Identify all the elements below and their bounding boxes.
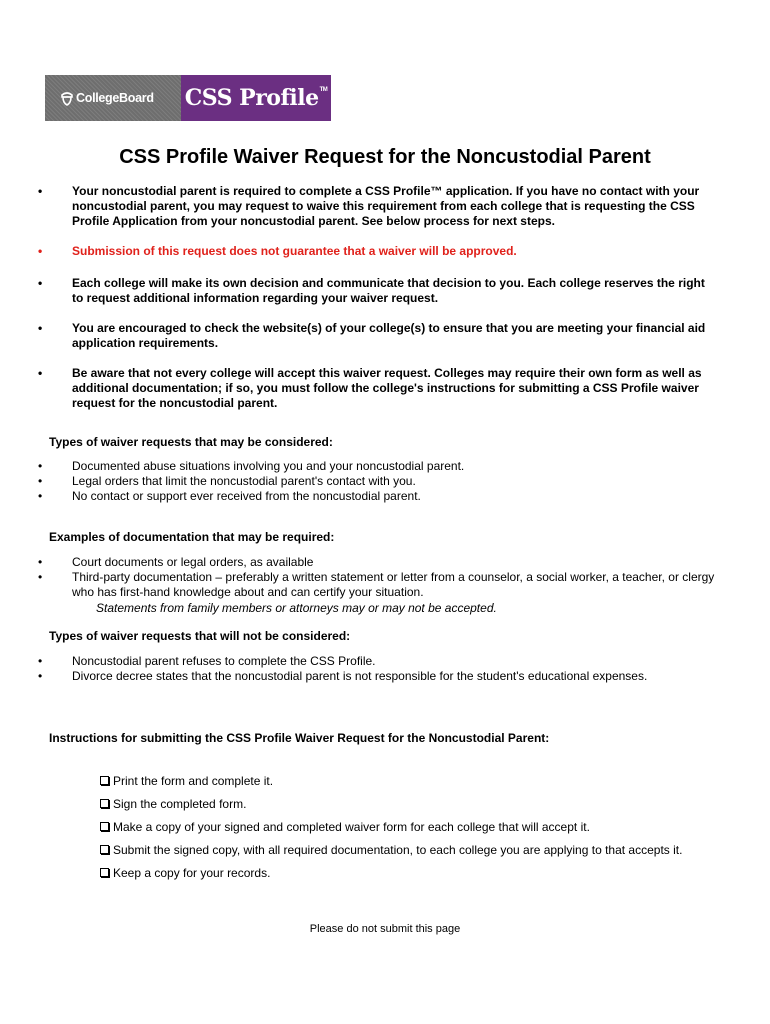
intro-list xyxy=(38,276,718,306)
intro-item: • You are encouraged to check the website(s) of your college(s) to ensure that you are meeting your financial aid application requirements. xyxy=(38,321,718,351)
list-item: • Court documents or legal orders, as available xyxy=(38,555,718,570)
checklist-item-text: Keep a copy for your records. xyxy=(113,866,271,880)
intro-item: • Each college will make its own decision and communicate that decision to you. Each college reserves the right to request additional information regarding your waiver request. xyxy=(38,276,718,306)
list-item: • Legal orders that limit the noncustodial parent's contact with you. xyxy=(38,474,718,489)
list-item: • No contact or support ever received from the noncustodial parent. xyxy=(38,489,718,504)
collegeboard-wordmark: CollegeBoard xyxy=(76,91,154,105)
footer-note: Please do not submit this page xyxy=(309,923,461,935)
intro-list xyxy=(38,366,718,412)
collegeboard-css-profile-logo xyxy=(45,75,331,121)
list-item: • Divorce decree states that the noncustodial parent is not responsible for the student's educational expenses. xyxy=(38,669,718,684)
documentation-note: Statements from family members or attorneys may or may not be accepted. xyxy=(96,600,497,615)
instructions-checklist xyxy=(100,774,682,889)
list-item: • Documented abuse situations involving you and your noncustodial parent. xyxy=(38,459,718,474)
checklist-item xyxy=(100,866,682,889)
list-item xyxy=(38,570,718,616)
list-item-text: Third-party documentation – preferably a written statement or letter from a counselor, a social worker, a teacher, or clergy who has first-hand knowledge about and can certify your situation. xyxy=(72,570,715,600)
checklist-item xyxy=(100,774,682,797)
css-profile-text: CSS Profile xyxy=(184,85,319,111)
page-title: CSS Profile Waiver Request for the Noncustodial Parent xyxy=(119,146,651,168)
documentation-list xyxy=(38,555,718,616)
checklist-item xyxy=(100,820,682,843)
not-considered-heading: Types of waiver requests that will not be considered: xyxy=(49,629,351,643)
list-item: • Noncustodial parent refuses to complete the CSS Profile. xyxy=(38,654,718,669)
intro-item: • Be aware that not every college will accept this waiver request. Colleges may require their own form as well as additional documentation; if so, you must follow the college's instructions for submitting a CSS Profile waiver request for the noncustodial parent. xyxy=(38,366,718,412)
intro-list xyxy=(38,244,718,259)
considered-heading: Types of waiver requests that may be considered: xyxy=(49,435,333,449)
checklist-item xyxy=(100,797,682,820)
acorn-icon xyxy=(60,91,74,106)
checkbox-icon xyxy=(100,845,109,854)
checkbox-icon xyxy=(100,822,109,831)
checklist-item-text: Submit the signed copy, with all required documentation, to each college you are applying to that accepts it. xyxy=(113,843,683,857)
considered-list xyxy=(38,459,718,505)
intro-list xyxy=(38,321,718,351)
instructions-heading: Instructions for submitting the CSS Profile Waiver Request for the Noncustodial Parent: xyxy=(49,731,550,745)
checkbox-icon xyxy=(100,776,109,785)
checklist-item-text: Print the form and complete it. xyxy=(113,774,274,788)
trademark-mark: TM xyxy=(319,87,328,93)
documentation-heading: Examples of documentation that may be required: xyxy=(49,530,335,544)
intro-item: • Your noncustodial parent is required to complete a CSS Profile™ application. If you have no contact with your noncustodial parent, you may request to waive this requirement from each college that is requesting the CSS Profile Application from your noncustodial parent. See below process for next steps. xyxy=(38,184,718,230)
checklist-item xyxy=(100,843,682,866)
not-considered-list xyxy=(38,654,718,684)
css-profile-wordmark xyxy=(181,75,331,121)
checklist-item-text: Make a copy of your signed and completed waiver form for each college that will accept it. xyxy=(113,820,590,834)
checkbox-icon xyxy=(100,799,109,808)
checklist-item-text: Sign the completed form. xyxy=(113,797,247,811)
intro-list xyxy=(38,184,718,230)
collegeboard-logo xyxy=(45,75,181,121)
checkbox-icon xyxy=(100,868,109,877)
warning-item: • Submission of this request does not guarantee that a waiver will be approved. xyxy=(38,244,718,259)
